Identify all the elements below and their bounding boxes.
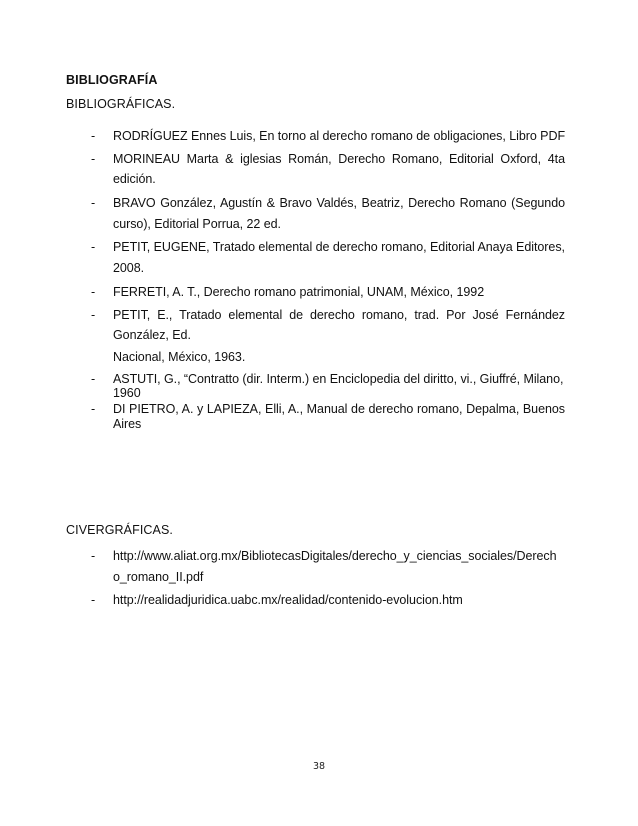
bibliography-entry-line: BRAVO González, Agustín & Bravo Valdés, Beatriz, Derecho Romano (Segundo xyxy=(113,196,565,210)
web-reference-link[interactable]: http://realidadjuridica.uabc.mx/realidad/contenido-evolucion.htm xyxy=(113,593,463,607)
list-bullet: - xyxy=(91,129,96,143)
list-bullet: - xyxy=(91,285,96,299)
bibliography-entry-line: FERRETI, A. T., Derecho romano patrimonial, UNAM, México, 1992 xyxy=(113,285,485,299)
web-reference-link[interactable]: http://www.aliat.org.mx/BibliotecasDigitales/derecho_y_ciencias_sociales/Derech xyxy=(113,549,557,563)
list-bullet: - xyxy=(91,593,96,607)
web-reference-link[interactable]: o_romano_II.pdf xyxy=(113,570,204,584)
bibliography-entry-line: PETIT, EUGENE, Tratado elemental de derecho romano, Editorial Anaya Editores, xyxy=(113,240,565,254)
list-bullet: - xyxy=(91,549,96,563)
bibliography-entry-line: MORINEAU Marta & iglesias Román, Derecho Romano, Editorial Oxford, 4ta xyxy=(113,152,565,166)
bibliography-entry-line: DI PIETRO, A. y LAPIEZA, Elli, A., Manual de derecho romano, Depalma, Buenos xyxy=(113,402,565,416)
bibliography-entry-line: ASTUTI, G., “Contratto (dir. Interm.) en Enciclopedia del diritto, vi., Giuffré, Milano, xyxy=(113,372,564,386)
list-bullet: - xyxy=(91,308,96,322)
section-title-bibliograficas: BIBLIOGRÁFICAS. xyxy=(66,97,176,111)
bibliography-entry-line: Aires xyxy=(113,417,142,431)
bibliography-entry-line: 1960 xyxy=(113,386,141,400)
page-number: 38 xyxy=(312,761,326,772)
bibliography-entry-line: curso), Editorial Porrua, 22 ed. xyxy=(113,217,281,231)
list-bullet: - xyxy=(91,196,96,210)
bibliography-entry-line: edición. xyxy=(113,172,156,186)
bibliography-entry-line: 2008. xyxy=(113,261,145,275)
page-heading: BIBLIOGRAFÍA xyxy=(66,73,158,87)
section-title-cibergraficas: CIVERGRÁFICAS. xyxy=(66,523,173,537)
list-bullet: - xyxy=(91,402,96,416)
bibliography-entry-line: RODRÍGUEZ Ennes Luis, En torno al derecho romano de obligaciones, Libro PDF xyxy=(113,129,566,143)
list-bullet: - xyxy=(91,152,96,166)
list-bullet: - xyxy=(91,372,96,386)
bibliography-entry-line: Nacional, México, 1963. xyxy=(113,350,246,364)
bibliography-entry-line: PETIT, E., Tratado elemental de derecho romano, trad. Por José Fernández xyxy=(113,308,565,322)
list-bullet: - xyxy=(91,240,96,254)
bibliography-entry-line: González, Ed. xyxy=(113,328,191,342)
